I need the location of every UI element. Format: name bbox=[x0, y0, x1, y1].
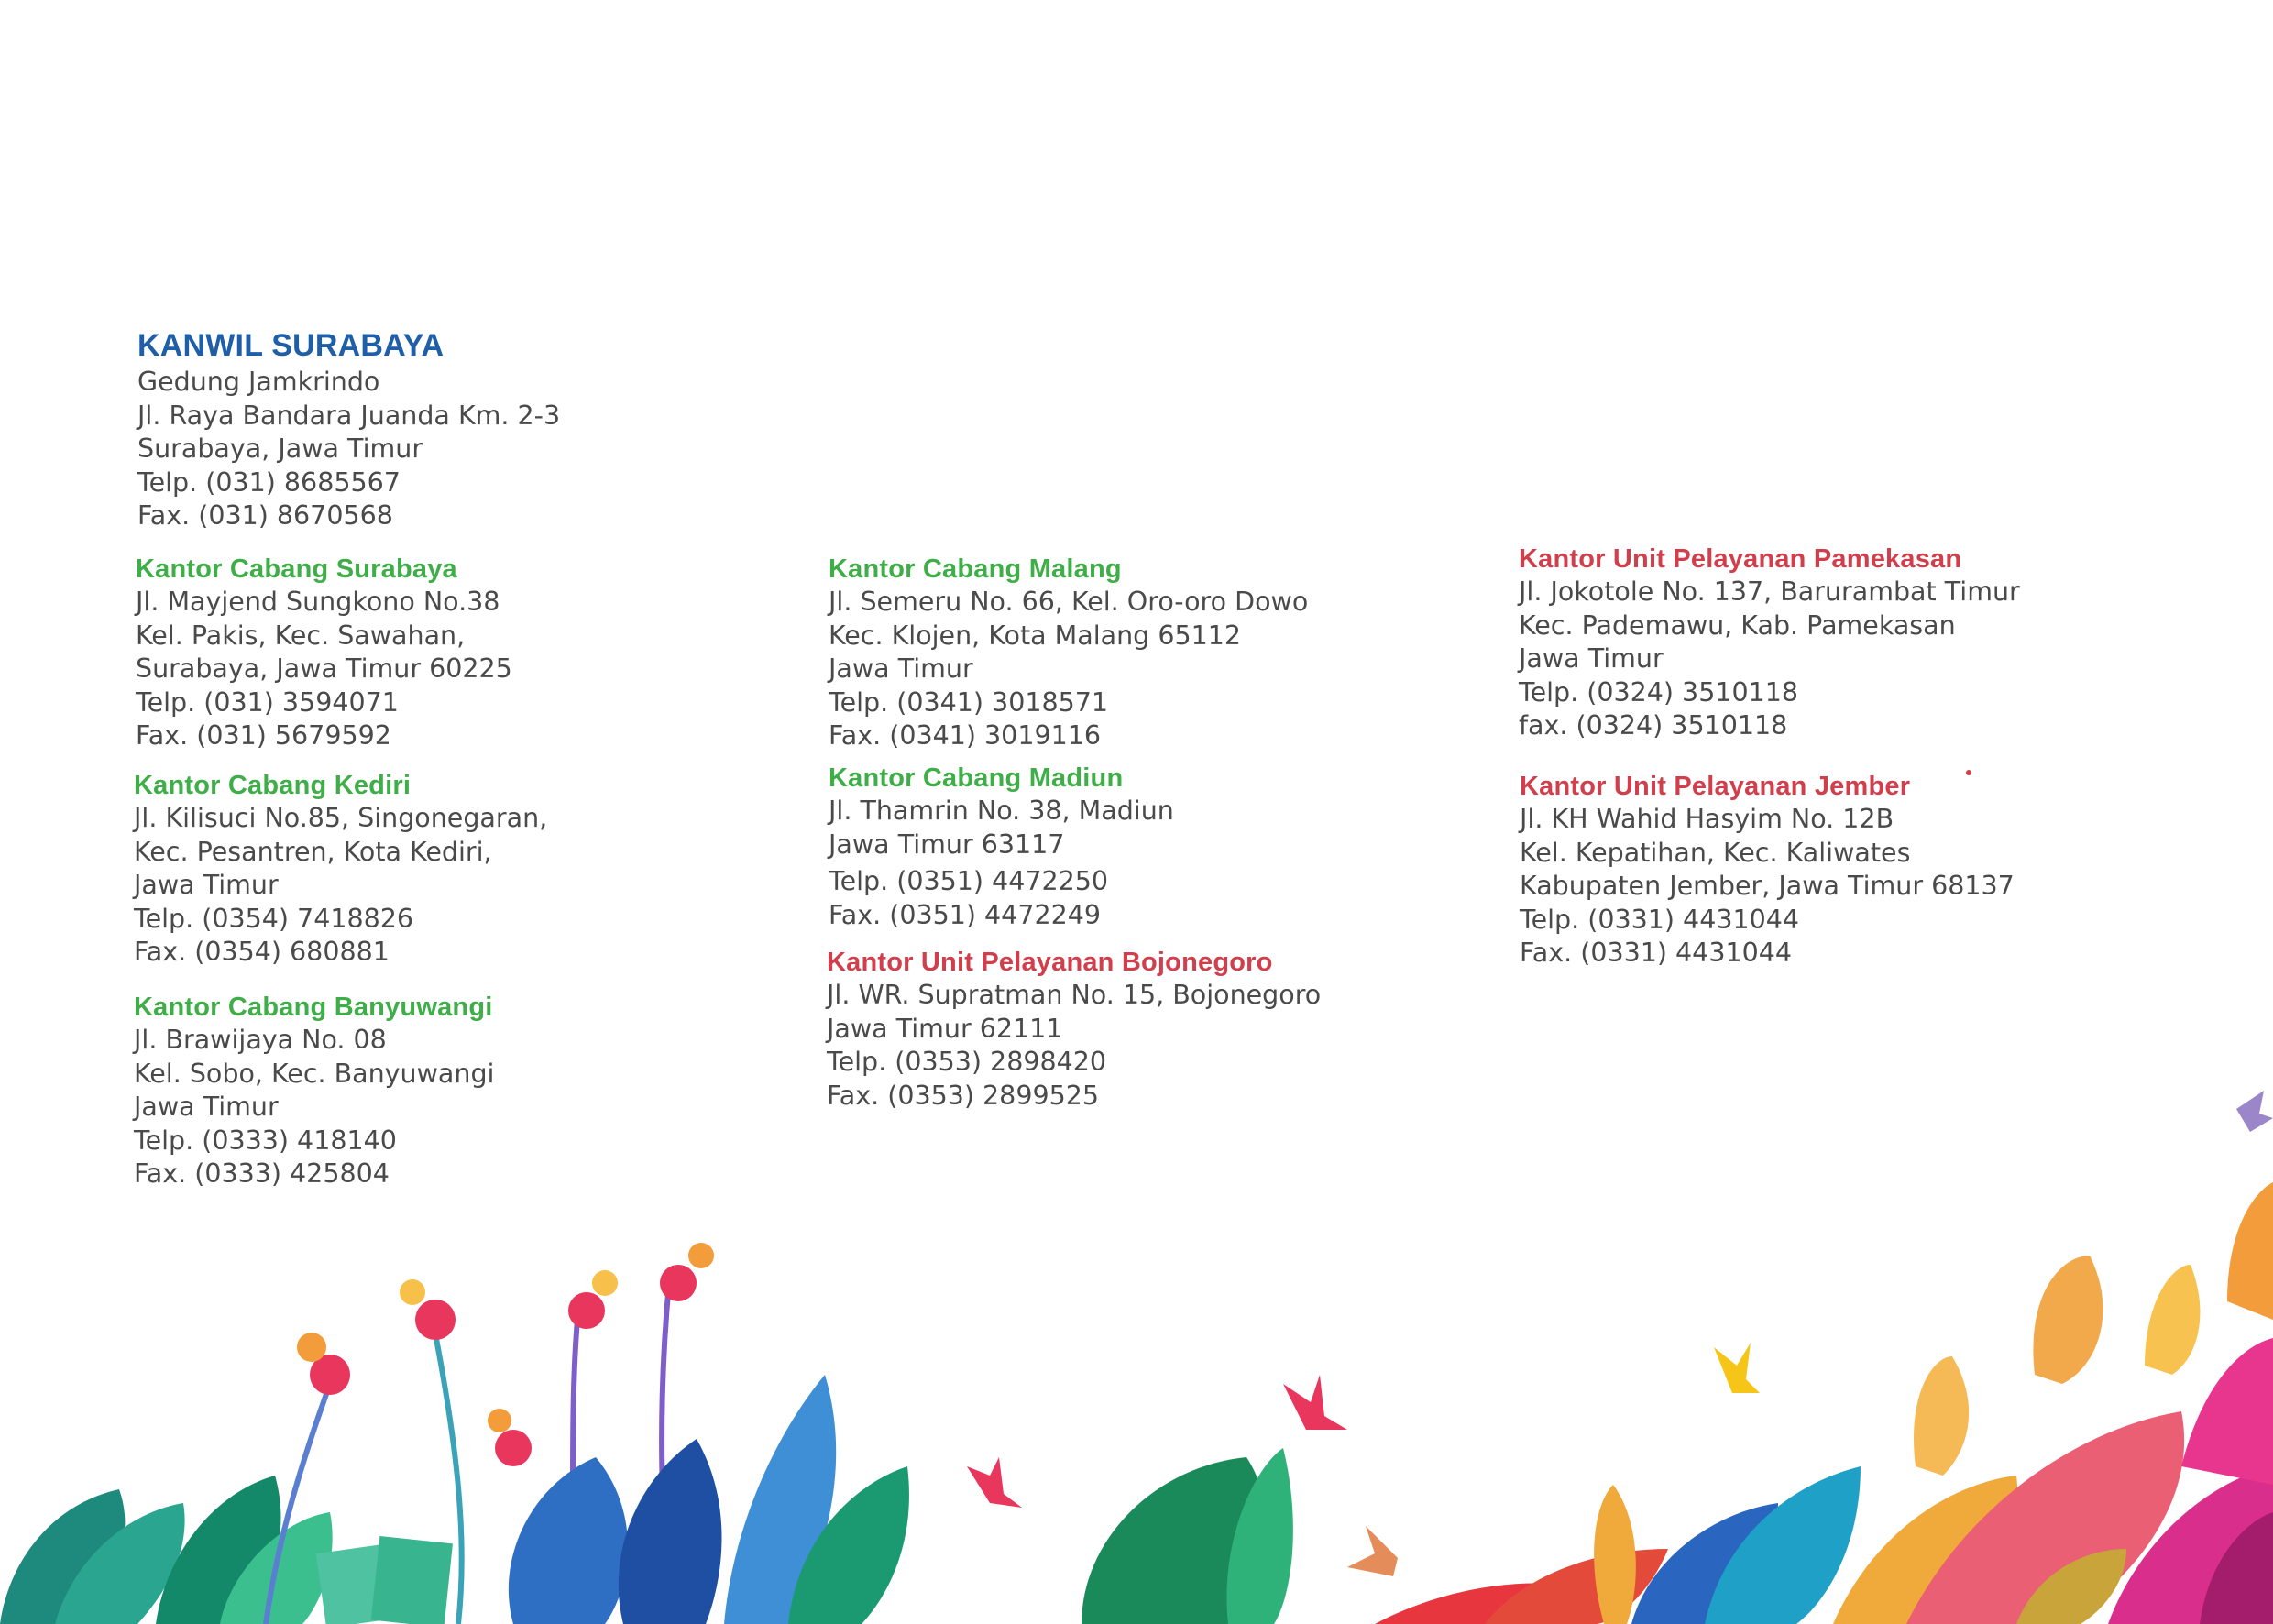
leaf bbox=[156, 1476, 280, 1624]
leaf bbox=[2016, 1549, 2126, 1624]
leaf-blade bbox=[316, 1545, 390, 1624]
office-line: Jawa Timur 62111 bbox=[827, 1013, 1063, 1044]
office-kup-pamekasan bbox=[1519, 543, 2020, 743]
leaf bbox=[220, 1512, 333, 1624]
office-line: Jl. Mayjend Sungkono No.38 bbox=[136, 587, 500, 617]
leaf bbox=[1914, 1356, 1969, 1476]
office-cabang-malang bbox=[829, 553, 1308, 753]
office-title: Kantor Cabang Madiun bbox=[829, 763, 1124, 793]
office-title: Kantor Cabang Surabaya bbox=[136, 554, 457, 584]
office-line: Jawa Timur 63117 bbox=[829, 828, 1065, 860]
office-kup-jember bbox=[1520, 770, 2015, 971]
fern-leaf bbox=[0, 1489, 125, 1624]
office-phone: Telp. (031) 3594071 bbox=[136, 686, 399, 718]
office-kanwil-surabaya bbox=[137, 325, 560, 533]
office-fax: Fax. (0331) 4431044 bbox=[1520, 938, 1792, 968]
leaf bbox=[2108, 1466, 2273, 1624]
leaf bbox=[2033, 1256, 2103, 1384]
office-phone: Telp. (0351) 4472250 bbox=[829, 866, 1108, 896]
office-phone: Telp. (0354) 7418826 bbox=[134, 903, 413, 934]
leaf bbox=[1705, 1466, 1861, 1624]
office-line: Kel. Kepatihan, Kec. Kaliwates bbox=[1520, 837, 1911, 868]
leaf bbox=[1375, 1583, 1576, 1624]
leaf bbox=[619, 1439, 722, 1624]
leaf bbox=[2227, 1182, 2273, 1320]
flower-stem bbox=[662, 1283, 669, 1624]
leaf bbox=[2145, 1265, 2200, 1375]
office-line: Jawa Timur bbox=[134, 870, 279, 900]
office-line: Surabaya, Jawa Timur bbox=[137, 433, 423, 464]
office-phone: Telp. (0341) 3018571 bbox=[829, 686, 1108, 718]
office-line: Kabupaten Jember, Jawa Timur 68137 bbox=[1520, 871, 2015, 901]
office-line: Jl. Brawijaya No. 08 bbox=[134, 1025, 387, 1055]
office-phone: Telp. (031) 8685567 bbox=[137, 466, 401, 498]
butterfly-icon bbox=[2236, 1091, 2273, 1132]
flame-bud bbox=[1594, 1485, 1636, 1624]
butterfly-icon bbox=[1714, 1343, 1760, 1393]
office-fax: Fax. (0333) 425804 bbox=[134, 1158, 390, 1189]
leaf bbox=[1833, 1476, 2017, 1624]
office-phone: Telp. (0331) 4431044 bbox=[1520, 904, 1799, 935]
office-fax: Fax. (0351) 4472249 bbox=[829, 899, 1101, 930]
office-line: Jl. WR. Supratman No. 15, Bojonegoro bbox=[827, 980, 1322, 1010]
office-line: Jl. Kilisuci No.85, Singonegaran, bbox=[134, 803, 548, 833]
office-phone: Telp. (0333) 418140 bbox=[134, 1125, 397, 1156]
office-fax: Fax. (0354) 680881 bbox=[134, 937, 390, 967]
butterfly-icon bbox=[1283, 1375, 1347, 1430]
office-title: Kantor Unit Pelayanan Bojonegoro bbox=[827, 948, 1273, 977]
office-line: Jl. Semeru No. 66, Kel. Oro-oro Dowo bbox=[829, 587, 1309, 617]
office-fax: Fax. (031) 5679592 bbox=[136, 720, 391, 751]
office-line: Gedung Jamkrindo bbox=[137, 367, 380, 397]
office-phone: Telp. (0324) 3510118 bbox=[1519, 676, 1798, 708]
office-phone: Telp. (0353) 2898420 bbox=[827, 1047, 1106, 1077]
leaf bbox=[1631, 1503, 1778, 1624]
monstera-leaf bbox=[1226, 1448, 1292, 1624]
leaf bbox=[724, 1375, 836, 1624]
office-cabang-surabaya bbox=[136, 553, 512, 753]
office-line: Kel. Sobo, Kec. Banyuwangi bbox=[134, 1058, 495, 1089]
office-line: Jawa Timur bbox=[134, 1092, 279, 1122]
office-fax: fax. (0324) 3510118 bbox=[1519, 710, 1788, 741]
butterfly-icon bbox=[1347, 1526, 1398, 1576]
office-line: Jl. Raya Bandara Juanda Km. 2-3 bbox=[137, 400, 561, 431]
office-title: Kantor Unit Pelayanan Jember bbox=[1520, 772, 1911, 801]
leaf bbox=[509, 1457, 628, 1624]
office-title: Kantor Cabang Malang bbox=[829, 554, 1122, 584]
office-fax: Fax. (0353) 2899525 bbox=[827, 1080, 1099, 1111]
monstera-leaf bbox=[1082, 1457, 1267, 1624]
butterfly-icon bbox=[967, 1457, 1022, 1508]
leaf bbox=[2181, 1338, 2273, 1485]
leaf bbox=[2200, 1512, 2273, 1624]
office-line: Surabaya, Jawa Timur 60225 bbox=[136, 653, 512, 684]
leaf-blade bbox=[371, 1536, 453, 1624]
office-line: Kec. Pesantren, Kota Kediri, bbox=[134, 836, 492, 867]
flower-stem bbox=[266, 1384, 330, 1624]
leaf bbox=[788, 1466, 909, 1624]
office-cabang-kediri bbox=[134, 769, 547, 970]
office-fax: Fax. (0341) 3019116 bbox=[829, 720, 1101, 751]
office-line: Kel. Pakis, Kec. Sawahan, bbox=[136, 620, 466, 651]
leaf bbox=[1485, 1549, 1668, 1624]
flower-stem bbox=[568, 1320, 577, 1624]
office-title: Kantor Cabang Banyuwangi bbox=[134, 993, 493, 1022]
fern-leaf bbox=[55, 1503, 185, 1624]
office-fax: Fax. (031) 8670568 bbox=[137, 500, 393, 531]
office-line: Jl. Jokotole No. 137, Barurambat Timur bbox=[1519, 576, 2020, 607]
office-line: Jawa Timur bbox=[829, 653, 973, 684]
office-line: Jl. KH Wahid Hasyim No. 12B bbox=[1520, 804, 1894, 834]
office-line: Jl. Thamrin No. 38, Madiun bbox=[829, 796, 1174, 826]
office-kup-bojonegoro bbox=[827, 946, 1321, 1113]
office-title: Kantor Unit Pelayanan Pamekasan bbox=[1519, 544, 1962, 574]
office-title: KANWIL SURABAYA bbox=[137, 328, 445, 363]
office-cabang-madiun bbox=[829, 762, 1174, 932]
office-line: Kec. Pademawu, Kab. Pamekasan bbox=[1519, 609, 1956, 641]
office-line: Jawa Timur bbox=[1519, 643, 1664, 674]
leaf bbox=[1906, 1411, 2184, 1624]
office-line: Kec. Klojen, Kota Malang 65112 bbox=[829, 620, 1241, 651]
office-title: Kantor Cabang Kediri bbox=[134, 771, 412, 800]
flower-stem bbox=[431, 1311, 462, 1624]
office-cabang-banyuwangi bbox=[134, 991, 494, 1191]
flower bbox=[297, 1243, 714, 1554]
